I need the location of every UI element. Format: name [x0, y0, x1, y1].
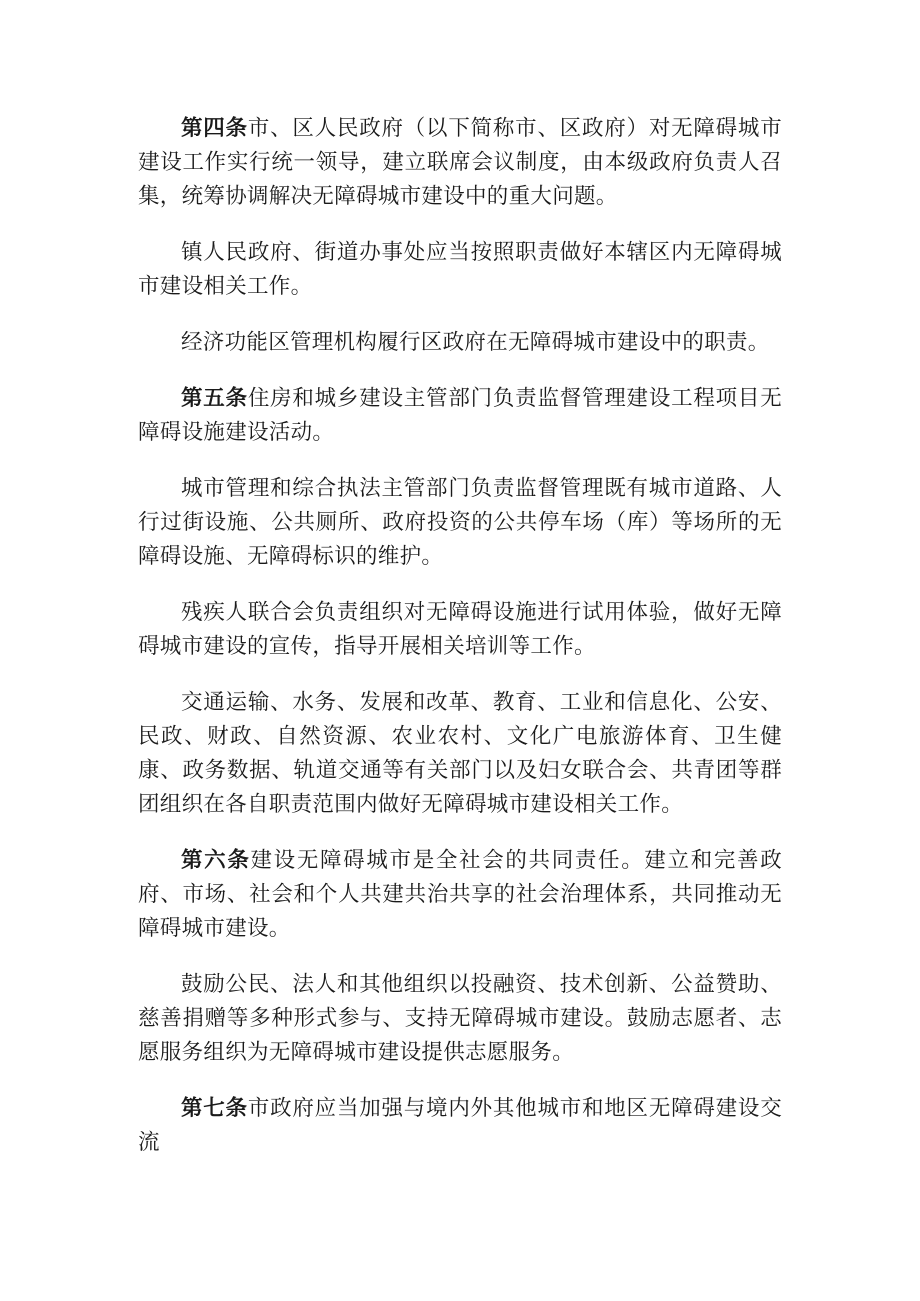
article-number: 第六条: [181, 848, 251, 873]
paragraph-article-6: [138, 844, 782, 946]
paragraph-text: 镇人民政府、街道办事处应当按照职责做好本辖区内无障碍城市建设相关工作。: [138, 240, 782, 299]
paragraph: [138, 326, 782, 360]
paragraph-article-7: [138, 1092, 782, 1160]
article-number: 第七条: [181, 1096, 248, 1121]
paragraph-text: 鼓励公民、法人和其他组织以投融资、技术创新、公益赞助、慈善捐赠等多种形式参与、支持无障碍城市建设。鼓励志愿者、志愿服务组织为无障碍城市建设提供志愿服务。: [138, 972, 782, 1065]
paragraph: [138, 236, 782, 304]
paragraph-text: 市政府应当加强与境内外其他城市和地区无障碍建设交流: [138, 1096, 783, 1155]
paragraph: [138, 596, 782, 664]
paragraph-text: 交通运输、水务、发展和改革、教育、工业和信息化、公安、民政、财政、自然资源、农业农村、文化广电旅游体育、卫生健康、政务数据、轨道交通等有关部门以及妇女联合会、共青团等群团组织在各自职责范围内做好无障碍城市建设相关工作。: [138, 690, 782, 817]
paragraph-article-5: [138, 382, 782, 450]
paragraph-text: 住房和城乡建设主管部门负责监督管理建设工程项目无障碍设施建设活动。: [138, 386, 783, 445]
paragraph-text: 建设无障碍城市是全社会的共同责任。建立和完善政府、市场、社会和个人共建共治共享的社会治理体系，共同推动无障碍城市建设。: [138, 848, 783, 941]
paragraph-article-4: [138, 112, 782, 214]
paragraph: [138, 686, 782, 822]
paragraph-text: 残疾人联合会负责组织对无障碍设施进行试用体验，做好无障碍城市建设的宣传，指导开展相关培训等工作。: [138, 600, 782, 659]
paragraph: [138, 472, 782, 574]
article-number: 第五条: [181, 386, 248, 411]
paragraph-text: 市、区人民政府（以下简称市、区政府）对无障碍城市建设工作实行统一领导，建立联席会议制度，由本级政府负责人召集，统筹协调解决无障碍城市建设中的重大问题。: [138, 116, 783, 209]
paragraph: [138, 968, 782, 1070]
article-number: 第四条: [181, 116, 248, 141]
paragraph-text: 经济功能区管理机构履行区政府在无障碍城市建设中的职责。: [181, 330, 770, 355]
paragraph-text: 城市管理和综合执法主管部门负责监督管理既有城市道路、人行过街设施、公共厕所、政府投资的公共停车场（库）等场所的无障碍设施、无障碍标识的维护。: [138, 476, 782, 569]
